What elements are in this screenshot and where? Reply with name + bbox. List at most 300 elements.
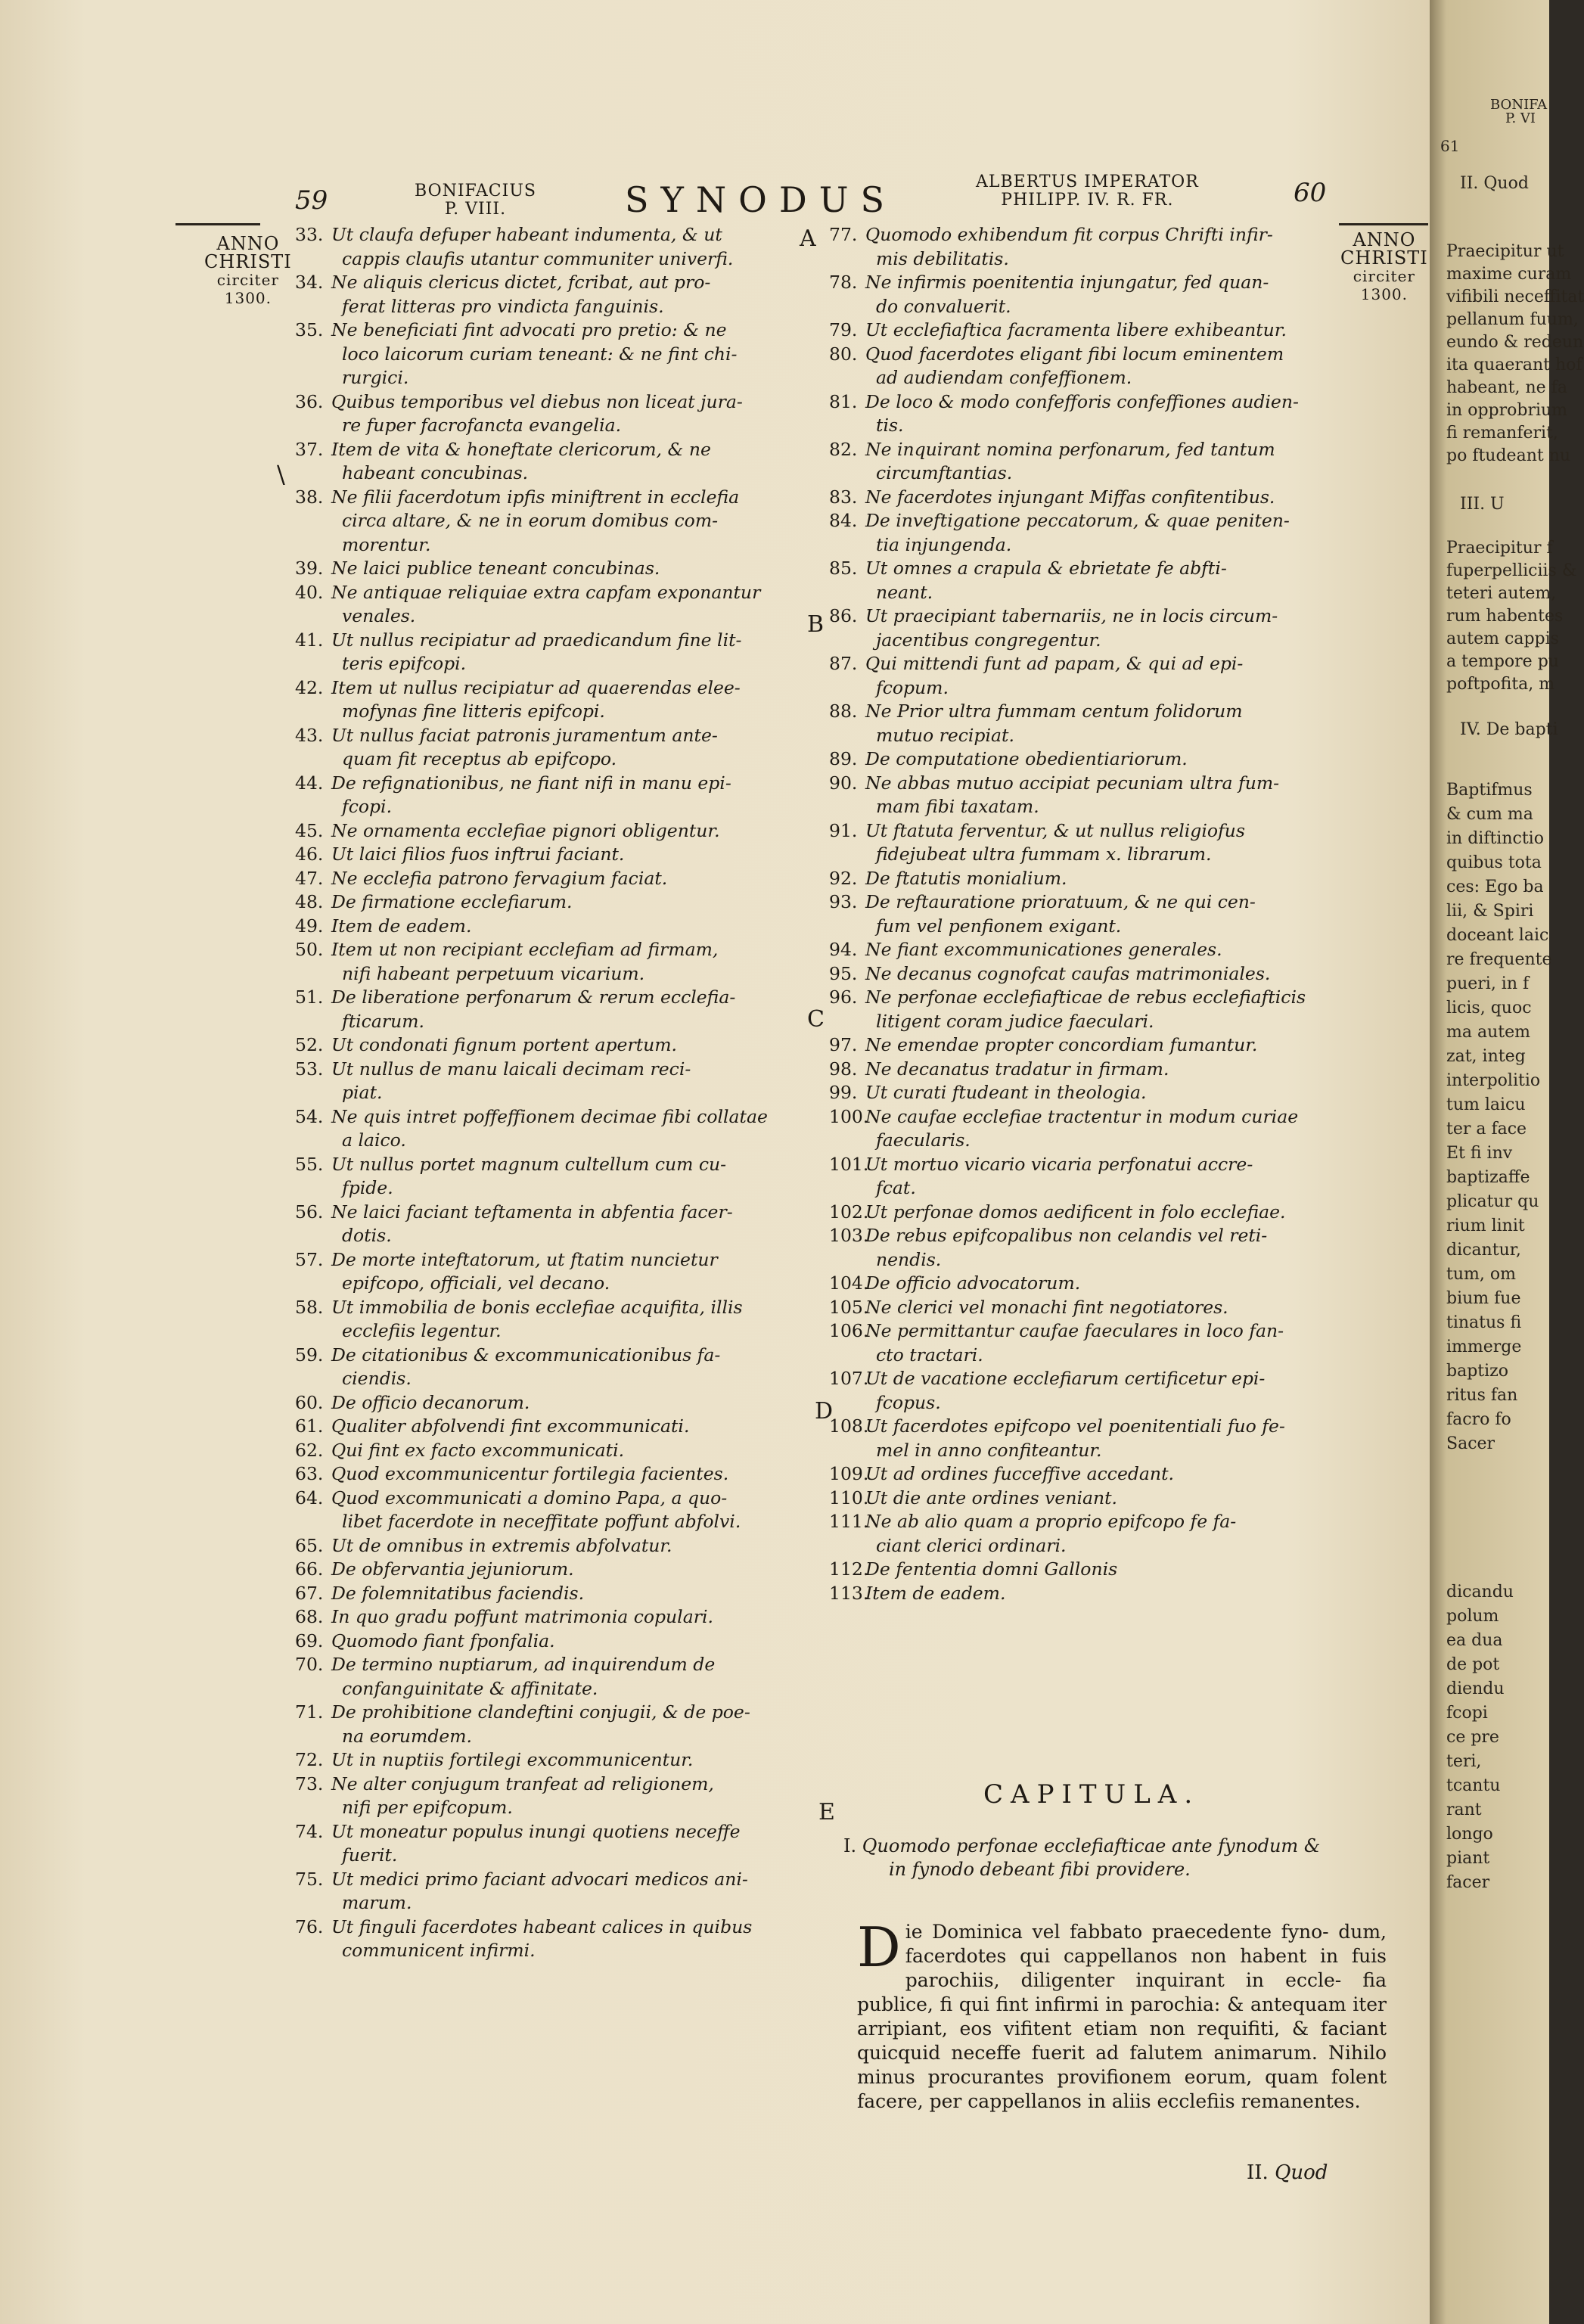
header-rule-left bbox=[175, 223, 260, 225]
entry-number: 74. bbox=[295, 1820, 324, 1842]
entry-number: 37. bbox=[295, 438, 324, 460]
entry-line: Ut nullus faciat patronis juramentum ante- bbox=[331, 724, 718, 746]
entry-number: 64. bbox=[295, 1487, 324, 1508]
facing-line: bium fue bbox=[1446, 1289, 1521, 1308]
entry-line: neant. bbox=[876, 581, 933, 603]
entry-line: Ne aliquis clericus dictet, fcribat, aut pro- bbox=[331, 272, 711, 293]
entry-line: fcopum. bbox=[876, 676, 949, 698]
left-entry bbox=[295, 1558, 817, 1582]
entry-line: Quibus temporibus vel diebus non liceat jura- bbox=[331, 390, 743, 412]
drop-cap: D bbox=[857, 1915, 901, 1979]
entry-line: confanguinitate & affinitate. bbox=[342, 1677, 598, 1699]
left-entry bbox=[295, 1415, 817, 1439]
entry-line: Item de eadem. bbox=[865, 1582, 1006, 1604]
facing-line: ritus fan bbox=[1446, 1386, 1518, 1405]
entry-line: Ne decanatus tradatur in firmam. bbox=[865, 1058, 1169, 1080]
left-entry bbox=[295, 724, 817, 772]
facing-line: plicatur qu bbox=[1446, 1192, 1539, 1211]
left-entry bbox=[295, 1105, 817, 1153]
entry-number: 34. bbox=[295, 272, 324, 293]
entry-line: De citationibus & excommunicationibus fa- bbox=[331, 1344, 721, 1366]
entry-number: 36. bbox=[295, 390, 324, 412]
entry-number: 108. bbox=[829, 1415, 869, 1437]
entry-number: 78. bbox=[829, 272, 858, 293]
entry-number: 109. bbox=[829, 1463, 869, 1484]
entry-line: ecclefiis legentur. bbox=[342, 1320, 502, 1341]
right-entry bbox=[829, 271, 1359, 318]
running-title: SYNODUS bbox=[625, 179, 897, 220]
entry-number: 49. bbox=[295, 915, 324, 937]
right-entry bbox=[829, 1296, 1359, 1320]
entry-number: 90. bbox=[829, 772, 858, 794]
paragraph-line: provifionem eorum, quam folent facere, per bbox=[857, 2066, 1387, 2112]
left-entry bbox=[295, 772, 817, 819]
entry-line: Ne perfonae ecclefiafticae de rebus ecclefiafticis bbox=[865, 986, 1306, 1008]
entry-number: 75. bbox=[295, 1868, 324, 1890]
entry-number: 61. bbox=[295, 1415, 324, 1437]
entry-number: 102. bbox=[829, 1201, 869, 1223]
entry-line: Ne antiquae reliquiae extra capfam exponantur bbox=[331, 581, 761, 603]
chapter-number: I. bbox=[843, 1835, 857, 1856]
entry-line: dotis. bbox=[342, 1225, 392, 1246]
chapter-one-title: I. Quomodo perfonae ecclefiafticae ante fynodum & in fynodo debeant fibi providere. bbox=[843, 1835, 1321, 1880]
right-entry bbox=[829, 1058, 1359, 1082]
right-entry bbox=[829, 747, 1359, 772]
right-entry bbox=[829, 509, 1359, 557]
entry-line: quam fit receptus ab epifcopo. bbox=[342, 748, 617, 769]
entry-number: 56. bbox=[295, 1201, 324, 1223]
facing-line: pellanum fuum, bbox=[1446, 310, 1579, 329]
entry-line: mam fibi taxatam. bbox=[876, 796, 1039, 817]
facing-line: po ftudeant nu bbox=[1446, 446, 1571, 465]
entry-number: 110. bbox=[829, 1487, 869, 1508]
entry-number: 42. bbox=[295, 676, 324, 698]
left-entry bbox=[295, 223, 817, 271]
facing-line: baptizaffe bbox=[1446, 1168, 1530, 1187]
entry-line: cappis claufis utantur communiter univerfi. bbox=[342, 247, 734, 269]
entry-number: 98. bbox=[829, 1058, 858, 1080]
entry-line: Ut nullus recipiatur ad praedicandum fine lit- bbox=[331, 629, 742, 651]
entry-line: Quomodo exhibendum fit corpus Chrifti infir- bbox=[865, 224, 1273, 245]
entry-line: In quo gradu poffunt matrimonia copulari. bbox=[331, 1606, 713, 1627]
entry-number: 39. bbox=[295, 558, 324, 579]
facing-line: teteri autem, bbox=[1446, 584, 1557, 603]
entry-line: Item ut nullus recipiatur ad quaerendas elee- bbox=[331, 676, 741, 698]
left-entry bbox=[295, 1653, 817, 1701]
entry-line: Ne filii facerdotum ipfis miniftrent in ecclefia bbox=[331, 486, 740, 508]
facing-line: Praecipitur f bbox=[1446, 539, 1553, 558]
left-entry bbox=[295, 1582, 817, 1606]
entry-line: Ut omnes a crapula & ebrietate fe abfti- bbox=[865, 558, 1227, 579]
right-entry bbox=[829, 1558, 1359, 1582]
right-entry bbox=[829, 938, 1359, 962]
entry-line: Ne clerici vel monachi fint negotiatores. bbox=[865, 1296, 1228, 1318]
left-entry bbox=[295, 1605, 817, 1630]
entry-line: Ut de omnibus in extremis abfolvatur. bbox=[331, 1534, 672, 1556]
entry-line: tis. bbox=[876, 415, 904, 436]
facing-line: rium linit bbox=[1446, 1216, 1525, 1235]
right-entry bbox=[829, 1153, 1359, 1201]
entry-number: 111. bbox=[829, 1511, 869, 1532]
entry-line: De officio decanorum. bbox=[331, 1391, 530, 1413]
entry-line: Quod facerdotes eligant fibi locum eminentem bbox=[865, 343, 1284, 365]
entry-number: 70. bbox=[295, 1654, 324, 1675]
entry-line: ad audiendam confeffionem. bbox=[876, 367, 1132, 388]
entry-line: De firmatione ecclefiarum. bbox=[331, 891, 573, 912]
entry-line: De prohibitione clandeftini conjugii, & de poe- bbox=[331, 1701, 750, 1723]
paragraph-line: in fuis parochiis, diligenter inquirant in eccle- bbox=[905, 1945, 1387, 1991]
entry-line: Ut medici primo faciant advocari medicos ani- bbox=[331, 1868, 748, 1890]
facing-line: IV. De bapti bbox=[1460, 720, 1558, 739]
entry-line: tia injungenda. bbox=[876, 533, 1012, 555]
entry-line: Ne fiant excommunicationes generales. bbox=[865, 939, 1222, 960]
entry-line: Ne inquirant nomina perfonarum, fed tantum bbox=[865, 438, 1275, 460]
entry-number: 66. bbox=[295, 1558, 324, 1580]
facing-line: maxime curam bbox=[1446, 265, 1572, 284]
entry-line: fum vel penfionem exigant. bbox=[876, 915, 1122, 937]
entry-line: mel in anno confiteantur. bbox=[876, 1439, 1102, 1461]
facing-line: diendu bbox=[1446, 1679, 1505, 1698]
entry-line: faecularis. bbox=[876, 1129, 971, 1151]
margin-note-left: ANNO CHRISTI circiter 1300. bbox=[204, 233, 292, 307]
entry-line: De ftatutis monialium. bbox=[865, 867, 1067, 889]
entry-line: Item ut non recipiant ecclefiam ad firmam, bbox=[331, 939, 719, 960]
contents-column-left bbox=[295, 223, 817, 1963]
right-entry bbox=[829, 962, 1359, 986]
paragraph-line: dum, facerdotes qui cappellanos non habent bbox=[905, 1921, 1387, 1967]
entry-line: Ne alter conjugum tranfeat ad religionem, bbox=[331, 1773, 714, 1794]
facing-line: habeant, ne fa bbox=[1446, 378, 1567, 397]
entry-line: Quod excommunicati a domino Papa, a quo- bbox=[331, 1487, 728, 1508]
right-entry bbox=[829, 890, 1359, 938]
right-entry bbox=[829, 867, 1359, 891]
facing-line: Sacer bbox=[1446, 1434, 1495, 1453]
entry-number: 59. bbox=[295, 1344, 324, 1366]
left-entry bbox=[295, 1296, 817, 1344]
right-entry bbox=[829, 1582, 1359, 1606]
entry-number: 41. bbox=[295, 629, 324, 651]
entry-number: 95. bbox=[829, 962, 858, 984]
entry-line: Ut in nuptiis fortilegi excommunicentur. bbox=[331, 1749, 694, 1770]
entry-number: 67. bbox=[295, 1582, 324, 1604]
entry-line: Ne ornamenta ecclefiae pignori obligentur. bbox=[331, 819, 720, 841]
entry-line: Ne decanus cognofcat caufas matrimoniales. bbox=[865, 962, 1271, 984]
entry-line: Ut de vacatione ecclefiarum certificetur epi- bbox=[865, 1368, 1266, 1389]
facing-line: teri, bbox=[1446, 1752, 1482, 1771]
entry-number: 38. bbox=[295, 486, 324, 508]
facing-line: rant bbox=[1446, 1800, 1482, 1819]
facing-line: de pot bbox=[1446, 1655, 1500, 1674]
facing-line: in opprobrium bbox=[1446, 401, 1568, 420]
entry-line: Ut facerdotes epifcopo vel poenitentiali fuo fe- bbox=[865, 1415, 1285, 1437]
entry-line: circumftantias. bbox=[876, 462, 1013, 483]
section-letter-d: D bbox=[815, 1398, 834, 1425]
entry-number: 58. bbox=[295, 1296, 324, 1318]
facing-running-head: BONIFA P. VI bbox=[1490, 97, 1548, 126]
section-letter-c: C bbox=[807, 1006, 825, 1033]
entry-number: 72. bbox=[295, 1749, 324, 1770]
entry-line: Ut perfonae domos aedificent in folo ecclefiae. bbox=[865, 1201, 1286, 1223]
left-entry bbox=[295, 1915, 817, 1963]
entry-line: jacentibus congregentur. bbox=[876, 629, 1101, 651]
entry-line: Ne quis intret poffeffionem decimae fibi collatae bbox=[331, 1105, 768, 1127]
entry-number: 77. bbox=[829, 224, 858, 245]
entry-line: Ut nullus de manu laicali decimam reci- bbox=[331, 1058, 691, 1080]
catchword: II. Quod bbox=[1247, 2161, 1328, 2184]
entry-number: 60. bbox=[295, 1391, 324, 1413]
right-entry bbox=[829, 1081, 1359, 1105]
entry-line: Qui fint ex facto excommunicati. bbox=[331, 1439, 625, 1461]
right-entry bbox=[829, 1510, 1359, 1558]
entry-line: fcopus. bbox=[876, 1391, 941, 1413]
entry-line: Ne facerdotes injungant Miffas confitentibus. bbox=[865, 486, 1275, 508]
right-entry bbox=[829, 819, 1359, 867]
facing-line: tinatus fi bbox=[1446, 1313, 1522, 1332]
entry-number: 44. bbox=[295, 772, 324, 794]
entry-line: Ut ad ordines fucceffive accedant. bbox=[865, 1463, 1174, 1484]
entry-line: fcat. bbox=[876, 1177, 916, 1198]
entry-line: Item de vita & honeftate clericorum, & ne bbox=[331, 438, 711, 460]
right-entry bbox=[829, 1272, 1359, 1296]
entry-number: 97. bbox=[829, 1034, 858, 1055]
page-number-left: 59 bbox=[295, 185, 328, 216]
facing-line: baptizo bbox=[1446, 1362, 1508, 1381]
facing-line: longo bbox=[1446, 1825, 1493, 1844]
left-entry bbox=[295, 1201, 817, 1248]
right-entry bbox=[829, 223, 1359, 271]
right-entry bbox=[829, 318, 1359, 343]
facing-line: ces: Ego ba bbox=[1446, 878, 1544, 896]
left-entry bbox=[295, 843, 817, 867]
left-entry bbox=[295, 1773, 817, 1820]
entry-number: 86. bbox=[829, 605, 858, 626]
entry-line: De liberatione perfonarum & rerum ecclefia- bbox=[331, 986, 736, 1008]
left-entry bbox=[295, 1439, 817, 1463]
entry-number: 71. bbox=[295, 1701, 324, 1723]
entry-line: morentur. bbox=[342, 533, 431, 555]
pencil-margin-mark: \ bbox=[277, 460, 285, 489]
right-entry bbox=[829, 772, 1359, 819]
entry-number: 33. bbox=[295, 224, 324, 245]
facing-line: autem cappis bbox=[1446, 629, 1559, 648]
entry-line: Ne beneficiati fint advocati pro pretio: & ne bbox=[331, 319, 727, 340]
right-entry bbox=[829, 1224, 1359, 1272]
left-entry bbox=[295, 1630, 817, 1654]
left-entry bbox=[295, 318, 817, 390]
entry-number: 85. bbox=[829, 558, 858, 579]
left-entry bbox=[295, 390, 817, 438]
entry-number: 82. bbox=[829, 438, 858, 460]
entry-number: 69. bbox=[295, 1630, 324, 1651]
facing-line: tcantu bbox=[1446, 1776, 1501, 1795]
entry-number: 104. bbox=[829, 1272, 869, 1294]
left-entry bbox=[295, 1391, 817, 1415]
entry-line: circa altare, & ne in eorum domibus com- bbox=[342, 510, 719, 531]
facing-line: doceant laic bbox=[1446, 926, 1549, 945]
entry-line: a laico. bbox=[342, 1129, 406, 1151]
facing-line: interpolitio bbox=[1446, 1071, 1541, 1090]
entry-number: 89. bbox=[829, 748, 858, 769]
facing-line: re frequente bbox=[1446, 950, 1552, 969]
facing-line: polum bbox=[1446, 1607, 1499, 1626]
entry-line: Item de eadem. bbox=[331, 915, 472, 937]
entry-number: 47. bbox=[295, 867, 324, 889]
entry-number: 87. bbox=[829, 653, 858, 674]
paragraph-line: cappellanos in aliis ecclefiis remanentes. bbox=[967, 2090, 1361, 2112]
entry-number: 88. bbox=[829, 701, 858, 722]
facing-page-number: 61 bbox=[1440, 137, 1460, 155]
entry-line: De folemnitatibus faciendis. bbox=[331, 1582, 585, 1604]
left-entry bbox=[295, 1487, 817, 1534]
right-entry bbox=[829, 1319, 1359, 1367]
left-entry bbox=[295, 1344, 817, 1391]
entry-line: ciendis. bbox=[342, 1368, 412, 1389]
running-head-right: ALBERTUS IMPERATOR PHILIPP. IV. R. FR. bbox=[976, 172, 1199, 210]
left-entry bbox=[295, 271, 817, 318]
paragraph-line: antequam iter arripiant, eos vifitent etiam non bbox=[857, 1993, 1387, 2040]
section-letter-e: E bbox=[818, 1799, 835, 1825]
paragraph-line: falutem animarum. Nihilo minus procurantes bbox=[857, 2042, 1387, 2088]
entry-line: mofynas fine litteris epifcopi. bbox=[342, 701, 605, 722]
left-entry bbox=[295, 1153, 817, 1201]
entry-number: 48. bbox=[295, 891, 324, 912]
entry-line: Ut mortuo vicario vicaria perfonatui accre- bbox=[865, 1153, 1253, 1175]
entry-number: 96. bbox=[829, 986, 858, 1008]
entry-line: nendis. bbox=[876, 1248, 942, 1270]
facing-line: fuperpelliciis & bbox=[1446, 561, 1577, 580]
margin-note-right: ANNO CHRISTI circiter 1300. bbox=[1340, 229, 1428, 303]
entry-line: habeant concubinas. bbox=[342, 462, 529, 483]
right-entry bbox=[829, 986, 1359, 1033]
left-entry bbox=[295, 629, 817, 676]
entry-number: 51. bbox=[295, 986, 324, 1008]
entry-number: 83. bbox=[829, 486, 858, 508]
facing-line: a tempore pu bbox=[1446, 652, 1559, 671]
entry-line: Quod excommunicentur fortilegia facientes. bbox=[331, 1463, 729, 1484]
facing-line: Praecipitur ut bbox=[1446, 242, 1564, 261]
entry-number: 65. bbox=[295, 1534, 324, 1556]
facing-line: facer bbox=[1446, 1873, 1490, 1892]
entry-number: 40. bbox=[295, 581, 324, 603]
entry-line: De rebus epifcopalibus non celandis vel reti- bbox=[865, 1225, 1268, 1246]
entry-line: De refignationibus, ne fiant nifi in manu epi- bbox=[331, 772, 731, 794]
running-head-left: BONIFACIUS P. VIII. bbox=[415, 182, 536, 219]
entry-number: 80. bbox=[829, 343, 858, 365]
entry-number: 52. bbox=[295, 1034, 324, 1055]
facing-line: facro fo bbox=[1446, 1410, 1511, 1429]
entry-line: De inveftigatione peccatorum, & quae peniten- bbox=[865, 510, 1290, 531]
entry-line: cto tractari. bbox=[876, 1344, 983, 1366]
entry-line: fidejubeat ultra fummam x. librarum. bbox=[876, 844, 1212, 865]
section-letter-a: A bbox=[800, 225, 816, 252]
page-number-right: 60 bbox=[1294, 178, 1327, 208]
left-entry bbox=[295, 819, 817, 844]
entry-line: Quomodo fiant fponfalia. bbox=[331, 1630, 555, 1651]
entry-line: Ne Prior ultra fummam centum folidorum bbox=[865, 701, 1243, 722]
right-entry bbox=[829, 343, 1359, 390]
entry-line: communicent infirmi. bbox=[342, 1940, 536, 1961]
entry-number: 76. bbox=[295, 1915, 324, 1937]
entry-number: 92. bbox=[829, 867, 858, 889]
entry-number: 35. bbox=[295, 319, 324, 340]
entry-number: 46. bbox=[295, 844, 324, 865]
entry-number: 57. bbox=[295, 1248, 324, 1270]
facing-line: ita quaerant hof bbox=[1446, 356, 1582, 374]
right-entry bbox=[829, 700, 1359, 747]
facing-line: ea dua bbox=[1446, 1631, 1503, 1650]
entry-line: De reftauratione prioratuum, & ne qui cen- bbox=[865, 891, 1256, 912]
entry-line: Ne abbas mutuo accipiat pecuniam ultra fum- bbox=[865, 772, 1280, 794]
entry-number: 112. bbox=[829, 1558, 869, 1580]
right-entry bbox=[829, 390, 1359, 438]
facing-line: rum habentes bbox=[1446, 607, 1564, 626]
paragraph-line: fia publice, fi qui fint infirmi in parochia: & bbox=[857, 1969, 1387, 2015]
left-entry bbox=[295, 1701, 817, 1748]
entry-number: 45. bbox=[295, 819, 324, 841]
entry-line: ciant clerici ordinari. bbox=[876, 1534, 1067, 1556]
left-entry bbox=[295, 890, 817, 915]
facing-line: Baptifmus bbox=[1446, 781, 1533, 800]
facing-line: tum laicu bbox=[1446, 1095, 1526, 1114]
left-entry bbox=[295, 581, 817, 629]
entry-line: De computatione obedientiariorum. bbox=[865, 748, 1188, 769]
entry-line: Ut moneatur populus inungi quotiens neceffe bbox=[331, 1820, 741, 1842]
entry-line: Ut claufa defuper habeant indumenta, & ut bbox=[331, 224, 722, 245]
entry-number: 43. bbox=[295, 724, 324, 746]
entry-line: Ne ecclefia patrono fervagium faciat. bbox=[331, 867, 668, 889]
facing-page-edge bbox=[1430, 0, 1584, 2324]
paragraph-line: ie Dominica vel fabbato praecedente fyno- bbox=[905, 1921, 1329, 1943]
entry-number: 113. bbox=[829, 1582, 869, 1604]
facing-line: ma autem bbox=[1446, 1023, 1530, 1042]
left-entry bbox=[295, 986, 817, 1033]
left-entry bbox=[295, 486, 817, 558]
entry-number: 54. bbox=[295, 1105, 324, 1127]
facing-line: II. Quod bbox=[1460, 174, 1529, 193]
entry-line: Ut ftatuta ferventur, & ut nullus religiofus bbox=[865, 819, 1245, 841]
facing-line: III. U bbox=[1460, 495, 1505, 514]
entry-line: Ut praecipiant tabernariis, ne in locis circum- bbox=[865, 605, 1278, 626]
entry-line: Ut nullus portet magnum cultellum cum cu- bbox=[331, 1153, 727, 1175]
right-entry bbox=[829, 438, 1359, 486]
entry-number: 63. bbox=[295, 1463, 324, 1484]
entry-line: Ne infirmis poenitentia injungatur, fed quan- bbox=[865, 272, 1269, 293]
entry-number: 101. bbox=[829, 1153, 869, 1175]
facing-line: ce pre bbox=[1446, 1728, 1499, 1747]
entry-number: 106. bbox=[829, 1320, 869, 1341]
facing-line: & cum ma bbox=[1446, 805, 1533, 824]
entry-line: Ne caufae ecclefiae tractentur in modum curiae bbox=[865, 1105, 1299, 1127]
entry-line: De loco & modo confefforis confeffiones audien- bbox=[865, 390, 1299, 412]
facing-line: dicandu bbox=[1446, 1583, 1514, 1602]
entry-number: 93. bbox=[829, 891, 858, 912]
facing-line: dicantur, bbox=[1446, 1241, 1521, 1260]
entry-line: teris epifcopi. bbox=[342, 653, 467, 674]
entry-number: 103. bbox=[829, 1225, 869, 1246]
right-entry bbox=[829, 486, 1359, 510]
left-entry bbox=[295, 1868, 817, 1915]
facing-line: in diftinctio bbox=[1446, 829, 1544, 848]
contents-column-right bbox=[829, 223, 1359, 1605]
facing-line: poftpofita, m bbox=[1446, 675, 1555, 694]
entry-number: 100. bbox=[829, 1105, 869, 1127]
entry-line: Ut laici filios fuos inftrui faciant. bbox=[331, 844, 625, 865]
entry-line: fticarum. bbox=[342, 1010, 424, 1032]
entry-number: 73. bbox=[295, 1773, 324, 1794]
entry-number: 91. bbox=[829, 819, 858, 841]
left-entry bbox=[295, 1820, 817, 1868]
facing-line: pueri, in f bbox=[1446, 974, 1530, 993]
